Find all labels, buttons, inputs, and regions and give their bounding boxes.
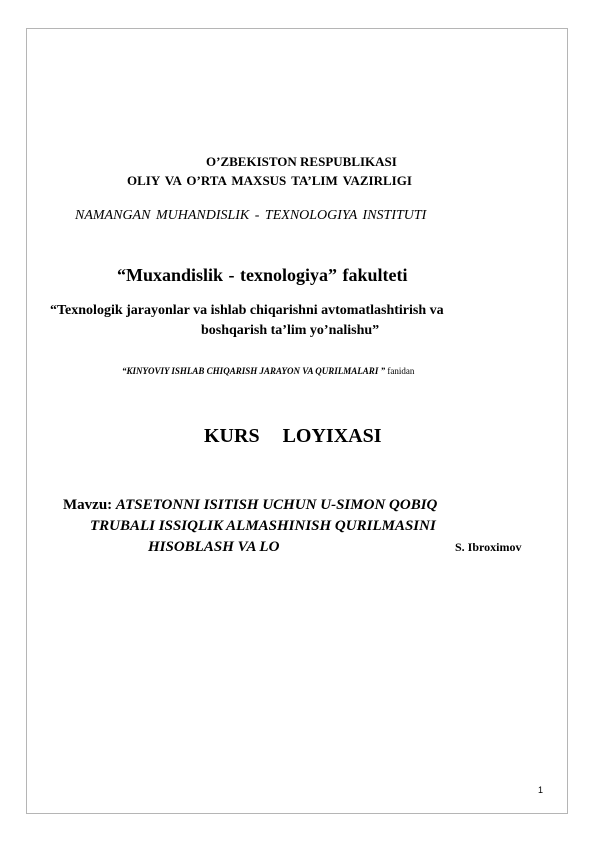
direction-line-2: boshqarish ta’lim yo’nalishu” (201, 323, 380, 338)
republic-title: O’ZBEKISTON RESPUBLIKASI (206, 154, 397, 169)
topic-line-3: HISOBLASH VA LO (148, 539, 280, 555)
subject-suffix: fanidan (387, 366, 415, 376)
topic-label: Mavzu: (63, 497, 113, 513)
subject-line (122, 367, 414, 376)
document-type-title: KURS LOYIXASI (204, 425, 382, 447)
direction-line-1: “Texnologik jarayonlar va ishlab chiqarishni avtomatlashtirish va (50, 303, 444, 318)
page-number: 1 (538, 785, 544, 795)
topic-line-1 (63, 498, 437, 513)
author-name: S. Ibroximov (455, 540, 522, 554)
ministry-title: OLIY VA O’RTA MAXSUS TA’LIM VAZIRLIGI (127, 173, 412, 188)
institute-title: NAMANGAN MUHANDISLIK - TEXNOLOGIYA INSTITUTI (75, 208, 427, 223)
subject-name: “KINYOVIY ISHLAB CHIQARISH JARAYON VA QURILMALARI ” (122, 366, 386, 376)
topic-line-2: TRUBALI ISSIQLIK ALMASHINISH QURILMASINI (90, 518, 436, 534)
page-border (26, 28, 568, 814)
topic-text-1: ATSETONNI ISITISH UCHUN U-SIMON QOBIQ (115, 497, 438, 513)
faculty-title: “Muxandislik - texnologiya” fakulteti (117, 265, 408, 285)
